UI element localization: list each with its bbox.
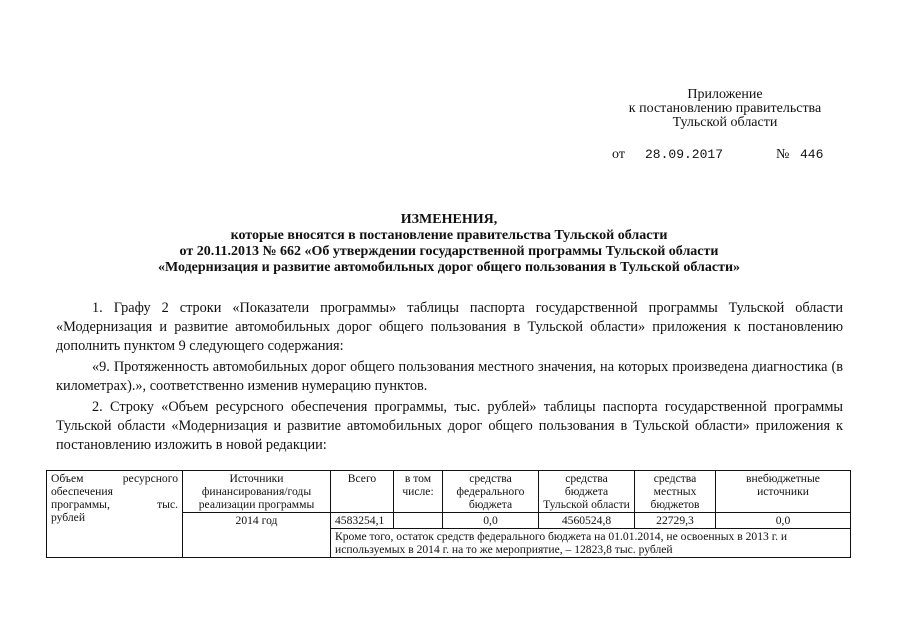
heading-line-4: «Модернизация и развитие автомобильных дорог общего пользования в Тульской области» (157, 260, 741, 275)
header-extra: внебюджетные источники (716, 471, 851, 513)
header-sources: Источники финансирования/годы реализации программы (183, 471, 331, 513)
cell-year: 2014 год (183, 513, 331, 558)
cell-federal: 0,0 (443, 513, 539, 529)
header-federal: средства федерального бюджета (443, 471, 539, 513)
row-label-line-3: программы, тыс. (51, 498, 178, 511)
annex-title: Приложение (687, 87, 763, 102)
annex-line-decree: к постановлению правительства (628, 101, 822, 116)
header-total: Всего (331, 471, 394, 513)
row-label-line-4: рублей (51, 511, 86, 524)
annex-block (600, 88, 850, 130)
heading-line-2: которые вносятся в постановление правительства Тульской области (230, 228, 668, 243)
cell-extra: 0,0 (716, 513, 851, 529)
document-body (56, 299, 843, 455)
number-label: № (776, 147, 790, 162)
annex-line-region: Тульской области (672, 115, 778, 130)
header-regional: средства бюджета Тульской области (539, 471, 635, 513)
decree-number: 446 (800, 147, 824, 162)
decree-date: 28.09.2017 (645, 147, 724, 162)
row-label-line-1: Объем ресурсного (51, 472, 178, 485)
table-header-row (47, 471, 851, 513)
header-local: средства местных бюджетов (635, 471, 716, 513)
cell-total: 4583254,1 (331, 513, 394, 529)
row-label-cell (47, 471, 183, 558)
paragraph-1: 1. Графу 2 строки «Показатели программы» таблицы паспорта государственной программы Тульской области «Модернизация и развитие автомобильных дорог общего пользования в Тульской области» приложения к постановлению дополнить пунктом 9 следующего содержания: (56, 300, 843, 354)
header-including: в том числе: (394, 471, 443, 513)
cell-including (394, 513, 443, 529)
paragraph-2: «9. Протяженность автомобильных дорог общего пользования местного значения, на которых произведена диагностика (в километрах).», соответственно изменив нумерацию пунктов. (56, 359, 843, 394)
cell-regional: 4560524,8 (539, 513, 635, 529)
cell-local: 22729,3 (635, 513, 716, 529)
resource-table (46, 470, 851, 558)
paragraph-3: 2. Строку «Объем ресурсного обеспечения программы, тыс. рублей» таблицы паспорта государственной программы Тульской области «Модернизация и развитие автомобильных дорог общего пользования в Тульской области» приложения к постановлению изложить в новой редакции: (56, 399, 843, 453)
cell-note: Кроме того, остаток средств федерального бюджета на 01.01.2014, не освоенных в 2013 г. и используемых в 2014 г. на то же мероприятие, – 12823,8 тыс. рублей (331, 529, 851, 558)
date-label: от (612, 147, 625, 162)
heading-title: ИЗМЕНЕНИЯ, (400, 212, 498, 227)
heading-line-3: от 20.11.2013 № 662 «Об утверждении государственной программы Тульской области (179, 244, 719, 259)
document-heading (40, 212, 858, 276)
row-label-line-2: обеспечения (51, 485, 113, 498)
